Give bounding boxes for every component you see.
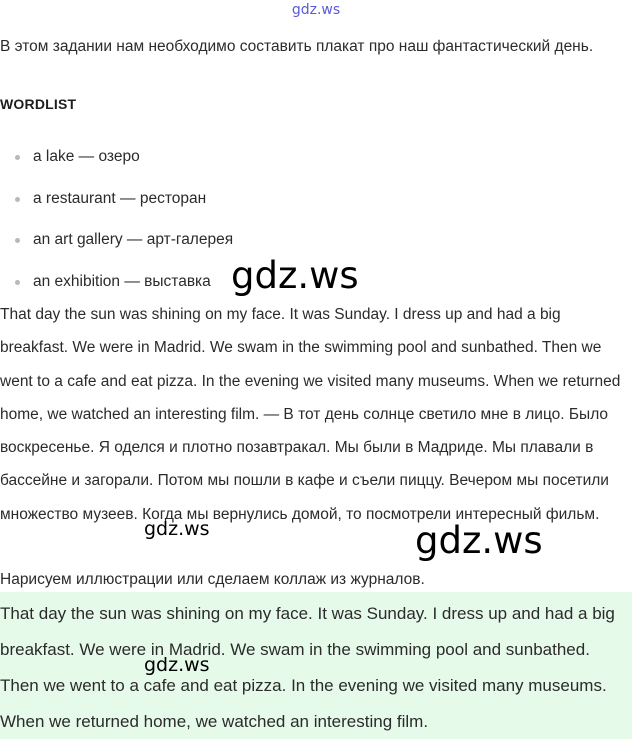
watermark-large: gdz.ws [231,254,359,297]
list-item-text: an art gallery — арт-галерея [33,231,234,249]
intro-text: В этом задании нам необходимо составить плакат про наш фантастический день. [0,38,594,55]
wordlist-heading: WORDLIST [0,96,77,112]
bullet-icon [15,280,20,285]
story-text: That day the sun was shining on my face. It was Sunday. I dress up and had a big breakfast. We were in Madrid. We swam in the swimming pool and sunbathed. Then we went to a cafe and eat pizza. In the evening we visited many museums. When we returned home, we watched an interesting film. — В тот день солнце светило мне в лицо. Было воскресенье. Я оделся и плотно позавтракал. Мы были в Мадриде. Мы плавали в бассейне и загорали. Потом мы пошли в кафе и съели пиццу. Вечером мы посетили множество музеев. Когда мы вернулись домой, то посмотрели интересный фильм. [0,306,621,523]
list-item [0,182,233,224]
caption-text: Нарисуем иллюстрации или сделаем коллаж из журналов. [0,571,425,588]
answer-text: That day the sun was shining on my face. It was Sunday. I dress up and had a big breakfast. We were in Madrid. We swam in the swimming pool and sunbathed. Then we went to a cafe and eat pizza. In the evening we visited many museums. When we returned home, we watched an interesting film. [0,604,615,731]
list-item [0,140,233,182]
watermark-small: gdz.ws [144,654,210,676]
watermark-large: gdz.ws [415,519,543,562]
watermark-small: gdz.ws [144,518,210,540]
list-item [0,223,233,265]
answer-box [0,592,632,739]
bullet-icon [15,238,20,243]
top-watermark: gdz.ws [291,2,341,18]
bullet-icon [15,155,20,160]
bullet-icon [15,197,20,202]
list-item-text: an exhibition — выставка [33,273,211,291]
list-item-text: a restaurant — ресторан [33,189,207,207]
list-item-text: a lake — озеро [33,148,140,165]
wordlist [0,140,233,307]
